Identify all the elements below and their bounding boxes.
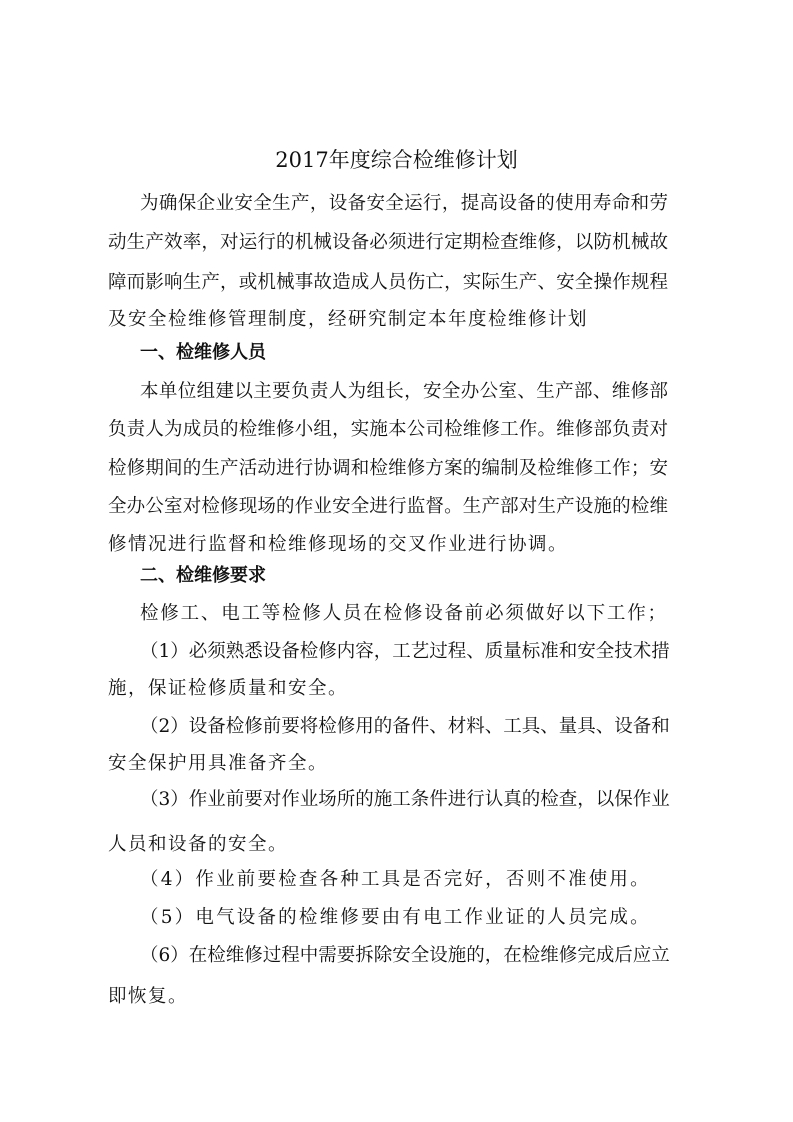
list-item-line: （2）设备检修前要将检修用的备件、材料、工具、量具、设备和 (140, 716, 670, 737)
paragraph-line: 本单位组建以主要负责人为组长，安全办公室、生产部、维修部 (140, 381, 668, 402)
paragraph-line: 全办公室对检修现场的作业安全进行监督。生产部对生产设施的检维 (108, 496, 668, 517)
list-item-line: （6）在检维修过程中需要拆除安全设施的，在检维修完成后应立 (140, 945, 670, 966)
list-item-line: （3）作业前要对作业场所的施工条件进行认真的检查，以保作业 (140, 789, 670, 810)
intro-line: 动生产效率，对运行的机械设备必须进行定期检查维修，以防机械故 (108, 232, 668, 253)
paragraph-line: 修情况进行监督和检维修现场的交叉作业进行协调。 (108, 534, 569, 555)
list-item-line: 人员和设备的安全。 (108, 834, 289, 855)
section-heading: 二、检维修要求 (140, 565, 266, 586)
list-item-line: 施，保证检修质量和安全。 (108, 678, 349, 699)
list-item-line: （5）电气设备的检维修要由有电工作业证的人员完成。 (140, 907, 651, 928)
intro-line: 为确保企业安全生产，设备安全运行，提高设备的使用寿命和劳 (140, 193, 668, 214)
document-title: 2017年度综合检维修计划 (275, 148, 518, 172)
list-item-line: （4）作业前要检查各种工具是否完好，否则不准使用。 (140, 869, 651, 890)
list-item-line: 安全保护用具准备齐全。 (108, 753, 329, 774)
list-item-line: （1）必须熟悉设备检修内容，工艺过程、质量标准和安全技术措 (140, 641, 670, 662)
paragraph-line: 负责人为成员的检维修小组，实施本公司检维修工作。维修部负责对 (108, 419, 668, 440)
paragraph-line: 检修工、电工等检修人员在检修设备前必须做好以下工作； (140, 603, 668, 624)
section-heading: 一、检维修人员 (140, 342, 266, 363)
paragraph-line: 检修期间的生产活动进行协调和检维修方案的编制及检维修工作；安 (108, 458, 668, 479)
intro-line: 及安全检维修管理制度，经研究制定本年度检维修计划 (108, 309, 589, 330)
intro-line: 障而影响生产，或机械事故造成人员伤亡，实际生产、安全操作规程 (108, 272, 668, 293)
list-item-line: 即恢复。 (108, 986, 189, 1007)
